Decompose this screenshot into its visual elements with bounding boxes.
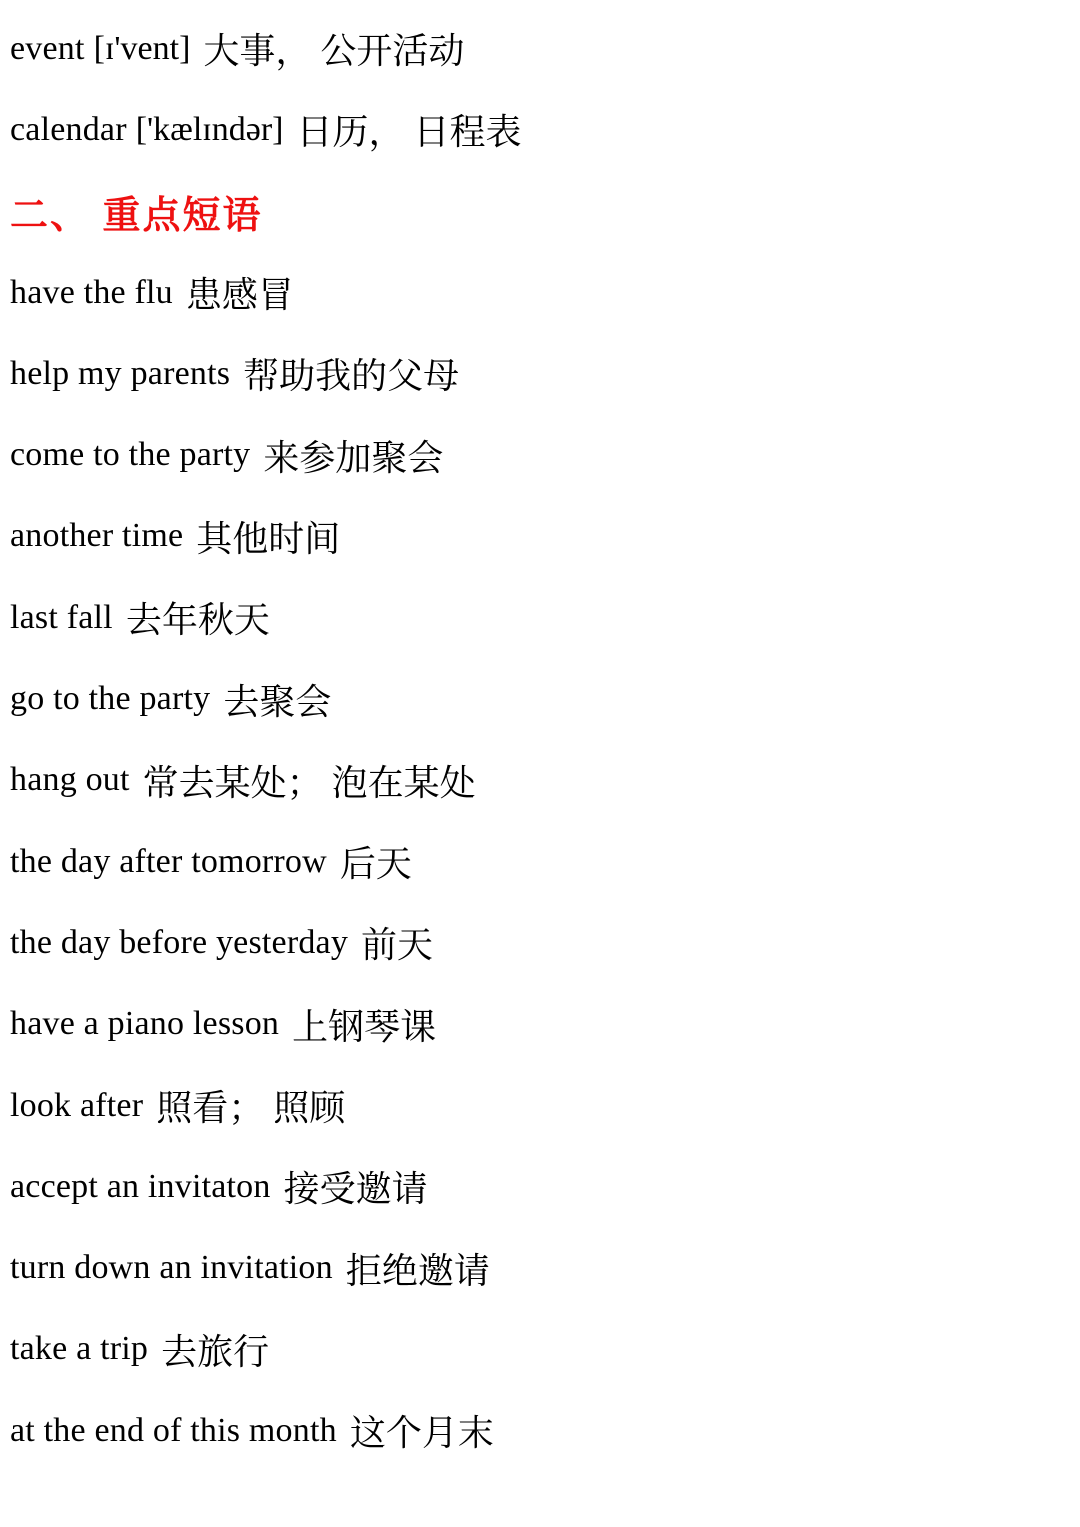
phrase-line	[10, 1146, 1060, 1227]
phrase-chinese: 来参加聚会	[263, 437, 444, 478]
phrase-chinese: 去旅行	[161, 1331, 270, 1372]
phrase-chinese: 前天	[361, 925, 434, 966]
english-term: calendar	[10, 110, 127, 148]
phrase-english: come to the party	[10, 436, 251, 474]
phrase-chinese: 上钢琴课	[292, 1006, 437, 1047]
phrase-line	[10, 252, 1060, 333]
phrase-chinese: 接受邀请	[283, 1169, 428, 1210]
phrase-line	[10, 496, 1060, 577]
section-heading: 二、 重点短语	[10, 194, 263, 237]
phrase-english: last fall	[10, 598, 113, 636]
phrase-english: the day after tomorrow	[10, 842, 327, 880]
phrase-english: accept an invitaton	[10, 1167, 271, 1205]
phrase-english: have a piano lesson	[10, 1005, 280, 1043]
phrase-chinese: 照看； 照顾	[156, 1088, 346, 1128]
phrase-line	[10, 414, 1060, 495]
phrase-english: go to the party	[10, 680, 211, 718]
phonetic: ['kælɪndər]	[135, 110, 284, 148]
phrase-line	[10, 1390, 1060, 1471]
phrase-line	[10, 658, 1060, 739]
phrase-chinese: 后天	[339, 844, 412, 885]
phrase-chinese: 常去某处； 泡在某处	[142, 762, 476, 803]
phrase-chinese: 帮助我的父母	[243, 356, 460, 397]
phrase-english: take a trip	[10, 1330, 149, 1368]
phrase-line	[10, 821, 1060, 902]
phrase-line	[10, 740, 1060, 821]
phrase-line	[10, 333, 1060, 414]
phrase-english: another time	[10, 517, 184, 555]
english-term: event	[10, 29, 85, 67]
phonetic: [ɪ'vent]	[93, 29, 191, 67]
chinese-meaning: 大事， 公开活动	[203, 31, 465, 72]
phrase-line	[10, 902, 1060, 983]
phrase-english: the day before yesterday	[10, 923, 349, 961]
vocab-line	[10, 8, 1060, 89]
chinese-meaning: 日历， 日程表	[296, 112, 522, 153]
phrase-chinese: 去聚会	[223, 681, 332, 722]
phrase-english: help my parents	[10, 354, 231, 392]
vocab-line	[10, 89, 1060, 170]
section-heading-row	[10, 171, 1060, 252]
phrase-english: at the end of this month	[10, 1411, 337, 1449]
phrase-chinese: 这个月末	[349, 1413, 494, 1454]
phrase-english: have the flu	[10, 273, 173, 311]
phrase-english: hang out	[10, 761, 130, 799]
phrase-line	[10, 1309, 1060, 1390]
phrase-english: turn down an invitation	[10, 1249, 333, 1287]
phrase-chinese: 患感冒	[185, 275, 294, 316]
phrase-line	[10, 577, 1060, 658]
phrase-chinese: 拒绝邀请	[345, 1250, 490, 1291]
phrase-line	[10, 1227, 1060, 1308]
phrase-chinese: 其他时间	[196, 518, 341, 559]
phrase-line	[10, 984, 1060, 1065]
phrase-chinese: 去年秋天	[125, 600, 270, 641]
phrase-line	[10, 1065, 1060, 1146]
phrase-english: look after	[10, 1086, 144, 1124]
